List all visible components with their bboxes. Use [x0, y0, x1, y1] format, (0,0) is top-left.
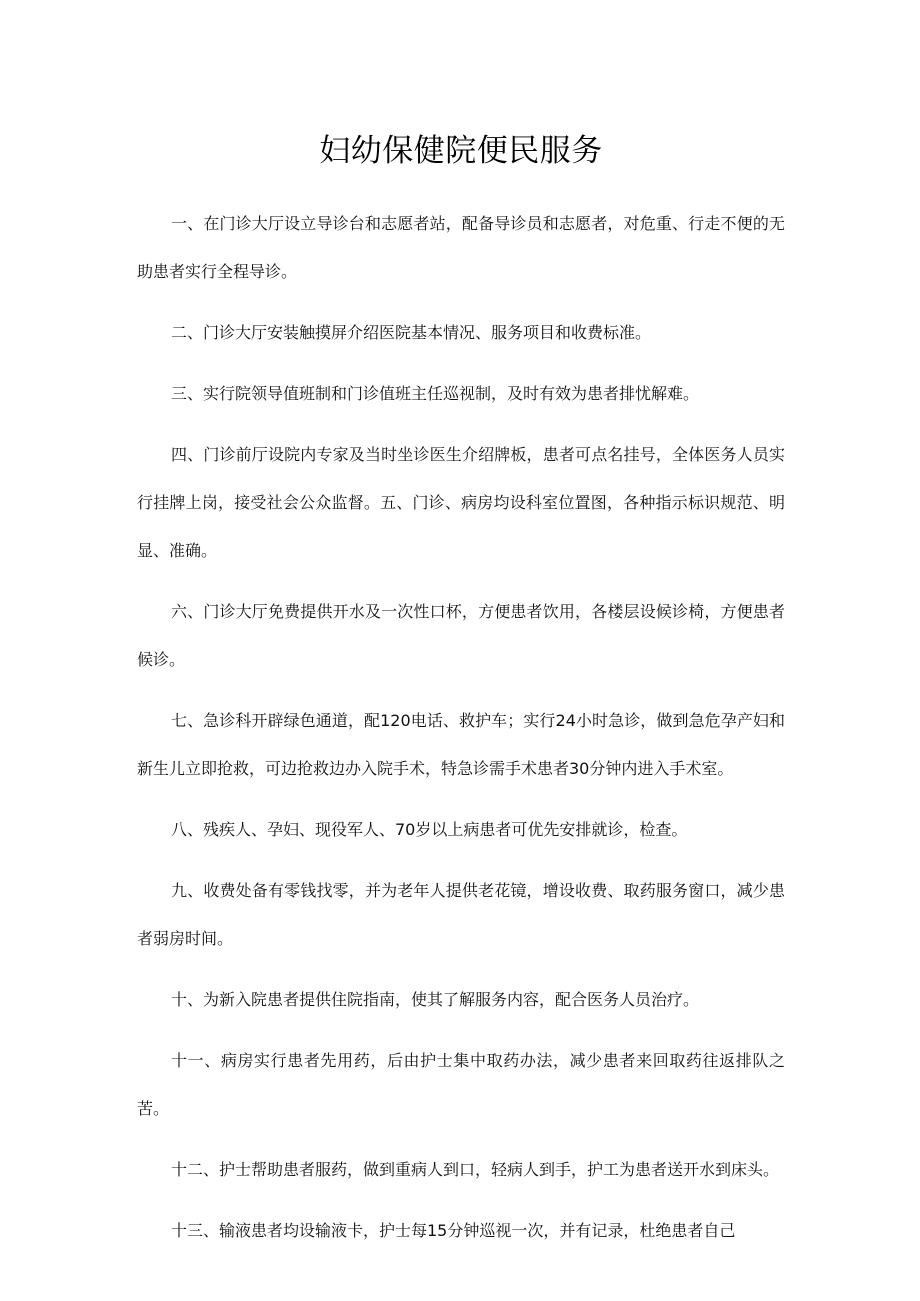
paragraph-4: 四、门诊前厅设院内专家及当时坐诊医生介绍牌板，患者可点名挂号，全体医务人员实行挂牌上岗，接受社会公众监督。五、门诊、病房均设科室位置图，各种指示标识规范、明显、准确。	[137, 445, 785, 560]
paragraph-1: 一、在门诊大厅设立导诊台和志愿者站，配备导诊员和志愿者，对危重、行走不便的无助患者实行全程导诊。	[137, 214, 785, 281]
paragraph-11: 十一、病房实行患者先用药，后由护士集中取药办法，减少患者来回取药往返排队之苦。	[137, 1051, 785, 1118]
paragraph-6: 六、门诊大厅免费提供开水及一次性口杯，方便患者饮用，各楼层设候诊椅，方便患者候诊。	[137, 602, 785, 669]
paragraph-12: 十二、护士帮助患者服药，做到重病人到口，轻病人到手，护工为患者送开水到床头。	[171, 1160, 780, 1179]
paragraph-13: 十三、输液患者均设输液卡，护士每15分钟巡视一次，并有记录，杜绝患者自己	[171, 1221, 736, 1240]
paragraph-8: 八、残疾人、孕妇、现役军人、70岁以上病患者可优先安排就诊，检查。	[171, 820, 688, 839]
paragraph-3: 三、实行院领导值班制和门诊值班主任巡视制，及时有效为患者排忧解难。	[171, 384, 700, 403]
document-title: 妇幼保健院便民服务	[319, 133, 603, 169]
document-page	[137, 128, 785, 1268]
paragraph-7: 七、急诊科开辟绿色通道，配120电话、救护车；实行24小时急诊，做到急危孕产妇和新生儿立即抢救，可边抢救边办入院手术，特急诊需手术患者30分钟内进入手术室。	[137, 711, 785, 778]
paragraph-10: 十、为新入院患者提供住院指南，使其了解服务内容，配合医务人员治疗。	[171, 990, 700, 1009]
paragraph-2: 二、门诊大厅安装触摸屏介绍医院基本情况、服务项目和收费标准。	[171, 323, 652, 342]
paragraph-9: 九、收费处备有零钱找零，并为老年人提供老花镜，增设收费、取药服务窗口，减少患者弱房时间。	[137, 881, 785, 948]
